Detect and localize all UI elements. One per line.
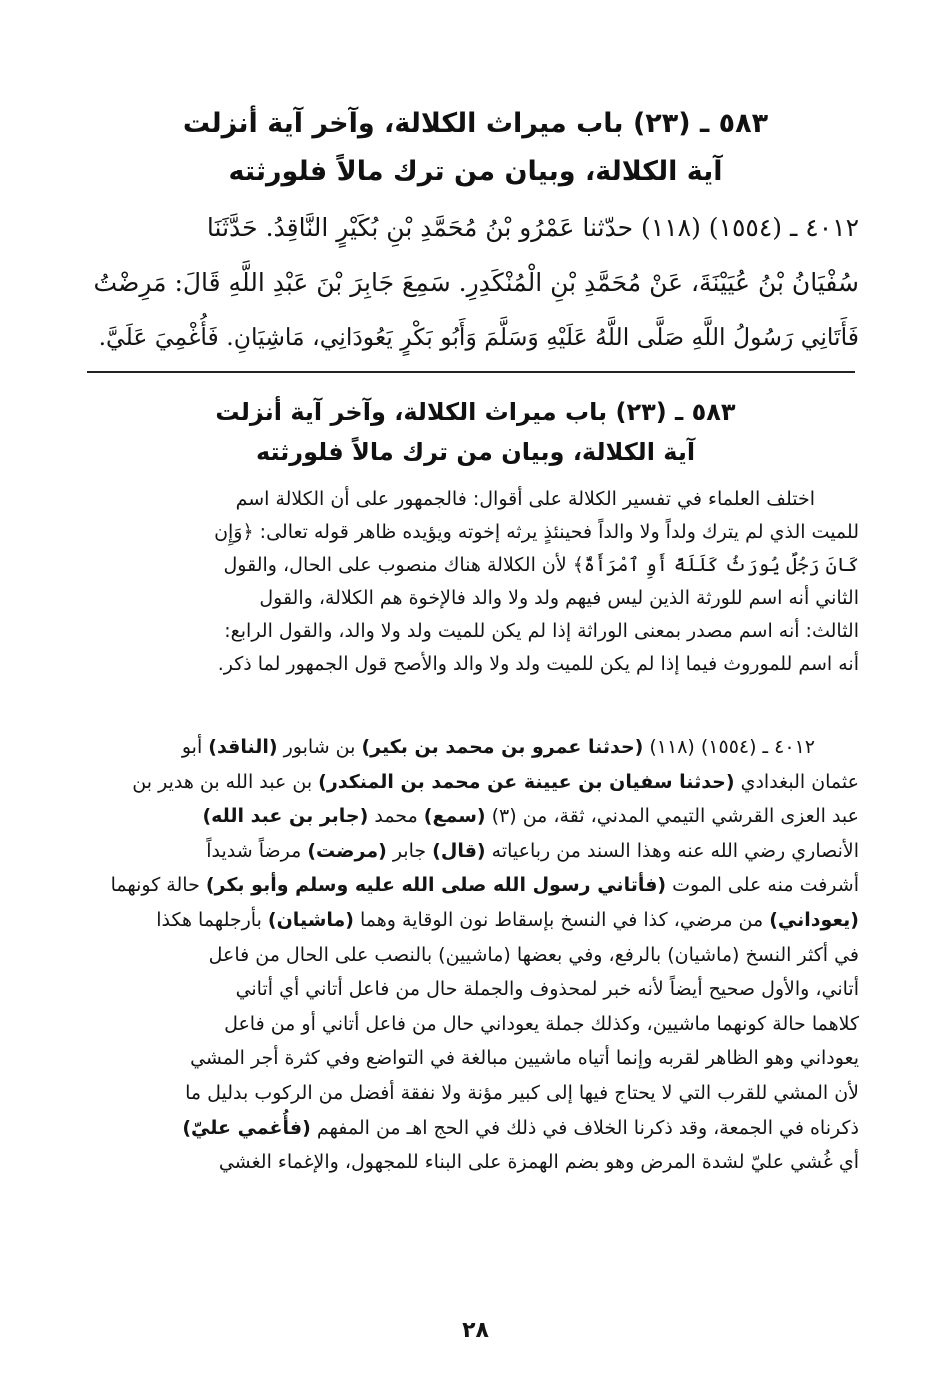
intro-line-5: الثالث: أنه اسم مصدر بمعنى الوراثة إذا لم يكن للميت ولد ولا والد، والقول الرابع: [224,620,859,642]
commentary-heading [90,392,861,472]
body-text: بن شابور [277,736,362,758]
body-line-13: أي غُشي عليّ لشدة المرض وهو بضم الهمزة على البناء للمجهول، والإغماء الغشي [218,1151,859,1174]
quran-quote-start: ﴿وَإِن [214,521,254,543]
hadith-line-2: سُفْيَانُ بْنُ عُيَيْنَةَ، عَنْ مُحَمَّدِ بْنِ الْمُنْكَدِرِ. سَمِعَ جَابِرَ بْنَ عَبْدِ اللَّهِ قَالَ: مَرِضْتُ [93,268,859,297]
quoted-text: (يعوداني) [769,908,859,931]
body-text: جابر [386,839,433,862]
body-text: الأنصاري رضي الله عنه وهذا السند من رباعياته [485,839,859,862]
intro-line-3 [92,549,859,582]
intro-text: لأن الكلالة هناك منصوب على الحال، والقول [223,554,573,576]
intro-line-2 [92,516,859,549]
body-text: من مرضي، كذا في النسخ بإسقاط نون الوقاية وهما [353,908,770,931]
hadith-text [92,200,859,365]
section-divider [87,371,855,373]
body-line-11: لأن المشي للقرب التي لا يحتاج فيها إلى كبير مؤنة ولا نفقة أفضل من الركوب بدليل ما [185,1081,859,1104]
quoted-text: (ماشيان) [267,908,354,931]
body-text: ذكرناه في الجمعة، وقد ذكرنا الخلاف في ذلك في الحج اهـ من المفهم [310,1116,859,1139]
intro-line-1: اختلف العلماء في تفسير الكلالة على أقوال: فالجمهور على أن الكلالة اسم [235,488,815,510]
quoted-text: (مرضت) [307,839,387,862]
body-line-4 [92,834,859,869]
body-line-5 [92,868,859,903]
hadith-line-3: فَأَتَانِي رَسُولُ اللَّهِ صَلَّى اللَّهُ عَلَيْهِ وَسَلَّمَ وَأَبُو بَكْرٍ يَعُودَانِي، مَاشِيَانِ. فَأُغْمِيَ عَلَيَّ. [98,323,859,351]
intro-line-6: أنه اسم للموروث فيما إذا لم يكن للميت ولد ولا والد والأصح قول الجمهور لما ذكر. [217,653,859,675]
quoted-text: (الناقد) [208,736,278,758]
body-text: أشرفت منه على الموت [666,874,859,897]
body-text: حالة كونهما [110,874,206,897]
body-line-12 [92,1111,859,1146]
quran-quote: كَانَ رَجُلٌ يُورَثُ كَلَلَةً أَوِ ٱمْرَأَةٌ﴾ [572,554,859,576]
body-text: محمد [368,805,424,828]
body-line-7: في أكثر النسخ (ماشيان) بالرفع، وفي بعضها (ماشيين) بالنصب على الحال من فاعل [208,943,859,966]
body-line-2 [92,765,859,800]
body-text: بأرجلهما هكذا [156,908,268,931]
intro-text: للميت الذي لم يترك ولداً ولا والداً فحينئذٍ يرثه إخوته ويؤيده ظاهر قوله تعالى: [253,521,859,543]
quoted-text: (جابر بن عبد الله) [202,805,369,828]
body-text: أبو [181,736,209,758]
body-line-3 [92,799,859,834]
quoted-text: (حدثنا سفيان بن عيينة عن محمد بن المنكدر) [318,770,735,793]
quoted-text: (سمع) [423,805,486,828]
body-line-6 [92,903,859,938]
page-number: ٢٨ [462,1318,489,1343]
quoted-text: (قال) [432,839,486,862]
commentary-heading-line-1: ٥٨٣ ـ (٢٣) باب ميراث الكلالة، وآخر آية أنزلت [215,398,736,426]
body-line-1 [92,730,859,765]
quoted-text: (حدثنا عمرو بن محمد بن بكير) [361,736,644,758]
intro-line-4: الثاني أنه اسم للورثة الذين ليس فيهم ولد ولا والد فالإخوة هم الكلالة، والقول [259,587,859,609]
body-line-9: كلاهما حالة كونهما ماشيين، وكذلك جملة يعوداني حال من فاعل أتاني أو من فاعل [224,1012,859,1035]
body-text: عبد العزى القرشي التيمي المدني، ثقة، من (٣) [485,805,859,828]
body-text: عثمان البغدادي [734,770,859,793]
commentary-intro [92,483,859,681]
commentary-heading-line-2: آية الكلالة، وبيان من ترك مالاً فلورثته [255,438,696,466]
body-line-10: يعوداني وهو الظاهر لقربه وإنما أتياه ماشيين مبالغة في التواضع وفي كثرة أجر المشي [190,1047,859,1070]
hadith-number: ٤٠١٢ ـ (١٥٥٤) (١١٨) [643,736,815,758]
chapter-heading-line-2: آية الكلالة، وبيان من ترك مالاً فلورثته [228,156,723,187]
body-text: مرضاً شديداً [206,839,308,862]
chapter-heading [90,100,861,196]
body-text: بن عبد الله بن هدير بن [132,770,319,793]
chapter-heading-line-1: ٥٨٣ ـ (٢٣) باب ميراث الكلالة، وآخر آية أنزلت [182,108,769,139]
body-line-8: أتاني، والأول صحيح أيضاً لأنه خبر لمحذوف والجملة حال من فاعل أتاني أي أتاني [235,978,859,1001]
quoted-text: (فأتاني رسول الله صلى الله عليه وسلم وأبو بكر) [205,874,667,897]
commentary-body [92,730,859,1180]
quoted-text: (فأُغمي عليّ) [182,1116,311,1139]
hadith-line-1: ٤٠١٢ ـ (١٥٥٤) (١١٨) حدّثنا عَمْرُو بْنُ مُحَمَّدِ بْنِ بُكَيْرٍ النَّاقِدُ. حَدَّثَنَا [206,213,859,242]
